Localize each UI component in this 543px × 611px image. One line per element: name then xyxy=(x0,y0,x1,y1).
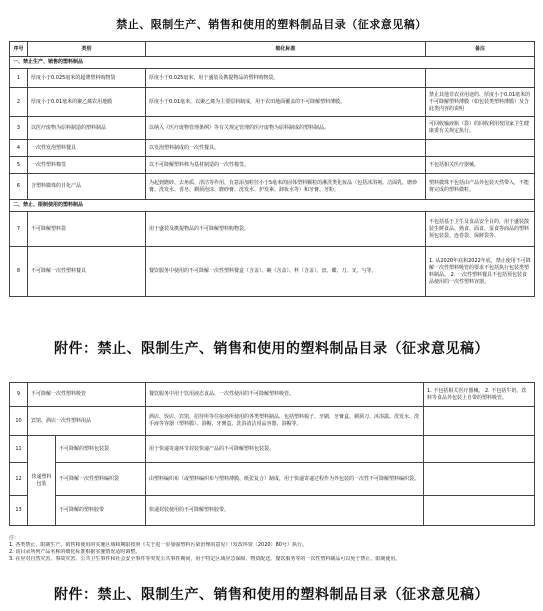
row-no: 10 xyxy=(10,407,28,436)
note-line: 2. 该目录所列产品名称的细化标准根据实施情况适时调整。 xyxy=(9,549,141,555)
row-category: 不可降解一次性塑料编织袋 xyxy=(56,463,146,496)
table-row xyxy=(10,212,535,247)
row-no: 9 xyxy=(10,383,28,407)
table-row xyxy=(10,174,535,200)
row-category: 不可降解一次性塑料餐具 xyxy=(28,247,146,297)
row-remarks xyxy=(424,407,535,436)
row-category: 不可降解一次性塑料吸管 xyxy=(28,383,146,407)
row-no: 6 xyxy=(10,174,28,200)
row-remarks: 1. 不包括相关医疗器械。 2. 不包括牛奶、饮料等食品外包装上自带的塑料吸管。 xyxy=(424,383,535,407)
note-line: 1. 各类禁止、限制生产、销售和使用的实施区域和期限按照《关于进一步加强塑料污染治理的意见》（发改环资〔2020〕80号）执行。 xyxy=(9,542,307,548)
row-remarks: 塑料微珠不包括由产品外包装天然带入，不能将完成的塑料微粒。 xyxy=(426,174,535,200)
header-category: 类别 xyxy=(28,42,146,57)
section-row xyxy=(10,200,535,212)
row-category: 厚度小于0.01毫米的聚乙烯农用地膜 xyxy=(28,88,146,117)
row-standard: 餐饮服务中使用的不可降解一次性塑料餐盒（含盖）、碗（含盖）、杯（含盖）、盘、碟、刀、叉、勺等。 xyxy=(146,247,426,297)
table-row xyxy=(10,383,535,407)
table-row xyxy=(10,88,535,117)
header-standard: 细化标准 xyxy=(146,42,426,57)
table-row xyxy=(10,407,535,436)
express-group-label: 快递塑料包装 xyxy=(28,436,56,526)
row-standard: 餐饮服务中用于饮用液态食品、一次性使用的不可降解塑料吸管。 xyxy=(146,383,424,407)
row-no: 7 xyxy=(10,212,28,247)
row-remarks xyxy=(424,463,535,496)
table-header-row xyxy=(10,42,535,57)
row-category: 不可降解塑料袋 xyxy=(28,212,146,247)
table-row xyxy=(10,247,535,297)
table-row xyxy=(10,436,535,463)
section-title: 一、禁止生产、销售的塑料制品 xyxy=(10,57,535,69)
row-category: 厚度小于0.025毫米的超薄塑料购物袋 xyxy=(28,69,146,88)
row-standard: 厚度小于0.01毫米，以聚乙烯为主要原料制成，用于农田地面覆盖的不可降解塑料薄膜。 xyxy=(146,88,426,117)
row-remarks: 禁止其他非农业用途的、厚度小于0.01毫米的不可降解塑料薄膜（如包装类塑料薄膜）及含此类内容的说明 xyxy=(426,88,535,117)
row-remarks: 可回收输液瓶（袋）的回收利用按国家卫生健康委有关规定执行。 xyxy=(426,117,535,140)
row-standard: 厚度小于0.025毫米，用于盛装及携提物品的塑料购物袋。 xyxy=(146,69,426,88)
row-no: 3 xyxy=(10,117,28,140)
table-row xyxy=(10,463,535,496)
row-standard: 由塑料编织布（或塑料编织布与塑料薄膜、纸张复合）制成，用于快递寄递过程作为外包装的一次性不可降解塑料编织袋。 xyxy=(146,463,424,496)
row-remarks: 不包括基于卫生及食品安全目的，用于盛装散装生鲜食品、熟食、面食、蛋食等商品的塑料预包装袋、连卷袋、保鲜袋等。 xyxy=(426,212,535,247)
row-standard: 以不可降解塑料棒为基材制造的一次性棉签。 xyxy=(146,157,426,174)
row-no: 5 xyxy=(10,157,28,174)
row-no: 2 xyxy=(10,88,28,117)
section-row xyxy=(10,57,535,69)
attachment-caption: 附件：禁止、限制生产、销售和使用的塑料制品目录（征求意见稿） xyxy=(54,341,489,357)
row-remarks xyxy=(426,140,535,157)
row-no: 12 xyxy=(10,463,28,496)
row-category: 不可降解的塑料包装袋 xyxy=(56,436,146,463)
row-standard: 快递封装使用的不可降解塑料胶带。 xyxy=(146,496,424,526)
section-title: 二、禁止、限制使用的塑料制品 xyxy=(10,200,535,212)
row-standard: 用于盛装及携提物品的不可降解塑料购物袋。 xyxy=(146,212,426,247)
row-remarks xyxy=(424,436,535,463)
table-row xyxy=(10,117,535,140)
catalog-page-2 xyxy=(9,382,534,562)
row-no: 4 xyxy=(10,140,28,157)
row-category: 一次性发泡塑料餐具 xyxy=(28,140,146,157)
note-line: 注： xyxy=(9,535,20,541)
row-standard: 为起到磨砂、去角质、清洁等作用，有意添加粒径小于5毫米的固体塑料颗粒的淋洗类化妆品（包括沐浴剂、洁面乳、磨砂膏、洗发水、香皂、剃须泡沫、磨砂膏、洗发水、护发素、卸妆水等）和牙膏、牙粉。 xyxy=(146,174,426,200)
row-standard: 以纳入《医疗废物管理条例》等有关规定管理的医疗废物为原料制成的塑料制品。 xyxy=(146,117,426,140)
row-remarks: 不包括相关医疗器械。 xyxy=(426,157,535,174)
row-category: 以医疗废物为原料制造的塑料制品 xyxy=(28,117,146,140)
catalog-page-1 xyxy=(9,8,534,308)
row-no: 11 xyxy=(10,436,28,463)
catalog-table-part-1 xyxy=(9,41,535,297)
row-standard: 酒店、饭店、宾馆、招待所等住宿场所使用的各类塑料制品，包括塑料梳子、牙刷、牙膏盒、剃须刀、沐浴露、洗发水、洗手液等容器（塑料膜）、浴帽、牙膏盒、洗浴清洁用品容器、浴帽等。 xyxy=(146,407,424,436)
header-remarks: 备注 xyxy=(426,42,535,57)
row-no: 8 xyxy=(10,247,28,297)
row-no: 1 xyxy=(10,69,28,88)
row-category: 不可降解的塑料胶带 xyxy=(56,496,146,526)
row-standard: 以发泡塑料制成的一次性餐具。 xyxy=(146,140,426,157)
row-category: 含塑料微珠的日化产品 xyxy=(28,174,146,200)
header-no: 序号 xyxy=(10,42,28,57)
row-remarks xyxy=(426,69,535,88)
table-row xyxy=(10,157,535,174)
row-no: 13 xyxy=(10,496,28,526)
table-row xyxy=(10,496,535,526)
table-notes xyxy=(9,535,534,563)
row-remarks: 1. 从2020年底和2022年底，禁止使用不可降解一次性塑料吸管的要求不包括执行包装类塑料制品。 2. 一次性塑料餐具不包括预包装食品使用的一次性塑料容器。 xyxy=(426,247,535,297)
catalog-table-part-2 xyxy=(9,382,535,526)
note-line: 3. 在应对自然灾害、事故灾害、公共卫生事件和社会安全事件等突发公共事件期间，用于特定区域应急保障、物资配送、餐饮服务等的一次性塑料制品可以免于禁止、限制使用。 xyxy=(9,556,401,562)
attachment-caption: 附件：禁止、限制生产、销售和使用的塑料制品目录（征求意见稿） xyxy=(54,587,489,603)
row-category: 一次性塑料棉签 xyxy=(28,157,146,174)
document-title: 禁止、限制生产、销售和使用的塑料制品目录（征求意见稿） xyxy=(116,18,427,31)
row-category: 宾馆、酒店一次性塑料用品 xyxy=(28,407,146,436)
row-remarks xyxy=(424,496,535,526)
table-row xyxy=(10,69,535,88)
table-row xyxy=(10,140,535,157)
row-standard: 用于快递寄递环节封装快递产品的不可降解塑料包装袋。 xyxy=(146,436,424,463)
